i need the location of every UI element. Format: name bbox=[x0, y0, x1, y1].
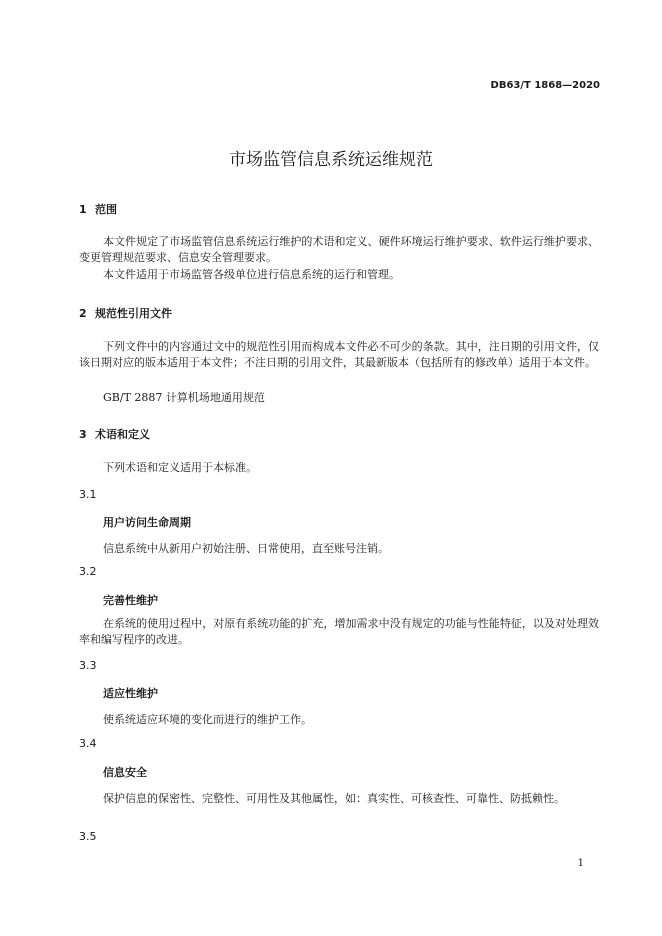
section-3-heading bbox=[79, 426, 150, 442]
clause-number: 3.3 bbox=[79, 659, 97, 672]
term-name: 用户访问生命周期 bbox=[103, 516, 191, 529]
term-definition: 保护信息的保密性、完整性、可用性及其他属性，如：真实性、可核查性、可靠性、防抵赖性。 bbox=[103, 792, 565, 805]
section-title: 范围 bbox=[95, 203, 117, 216]
section-3-intro: 下列术语和定义适用于本标准。 bbox=[103, 461, 257, 474]
document-title: 市场监管信息系统运维规范 bbox=[229, 150, 433, 170]
clause-number: 3.4 bbox=[79, 737, 97, 750]
section-title: 术语和定义 bbox=[95, 428, 150, 441]
term-name: 适应性维护 bbox=[103, 687, 158, 700]
clause-number: 3.1 bbox=[79, 488, 97, 501]
term-definition: 使系统适应环境的变化而进行的维护工作。 bbox=[103, 713, 312, 726]
term-definition: 在系统的使用过程中，对原有系统功能的扩充，增加需求中没有规定的功能与性能特征，以及对处理效率和编写程序的改进。 bbox=[79, 617, 599, 646]
section-2-paragraph-1: 下列文件中的内容通过文中的规范性引用而构成本文件必不可少的条款。其中，注日期的引用文件，仅该日期对应的版本适用于本文件；不注日期的引用文件，其最新版本（包括所有的修改单）适用于本文件。 bbox=[79, 340, 599, 369]
section-number: 1 bbox=[79, 203, 87, 216]
section-1-heading bbox=[79, 201, 117, 217]
page-number: 1 bbox=[577, 858, 584, 869]
section-1-paragraph-2: 本文件适用于市场监管各级单位进行信息系统的运行和管理。 bbox=[103, 268, 400, 281]
document-code: DB63/T 1868—2020 bbox=[490, 80, 600, 91]
term-name: 完善性维护 bbox=[103, 594, 158, 607]
section-2-heading bbox=[79, 305, 172, 321]
term-name: 信息安全 bbox=[103, 766, 147, 779]
normative-reference: GB/T 2887 计算机场地通用规范 bbox=[103, 391, 265, 404]
term-definition: 信息系统中从新用户初始注册、日常使用，直至账号注销。 bbox=[103, 542, 389, 555]
clause-number: 3.2 bbox=[79, 565, 97, 578]
section-title: 规范性引用文件 bbox=[95, 307, 172, 320]
section-1-paragraph-1: 本文件规定了市场监管信息系统运行维护的术语和定义、硬件环境运行维护要求、软件运行维护要求、变更管理规范要求、信息安全管理要求。 bbox=[79, 235, 599, 264]
section-number: 2 bbox=[79, 307, 87, 320]
section-number: 3 bbox=[79, 428, 87, 441]
clause-number: 3.5 bbox=[79, 830, 97, 843]
